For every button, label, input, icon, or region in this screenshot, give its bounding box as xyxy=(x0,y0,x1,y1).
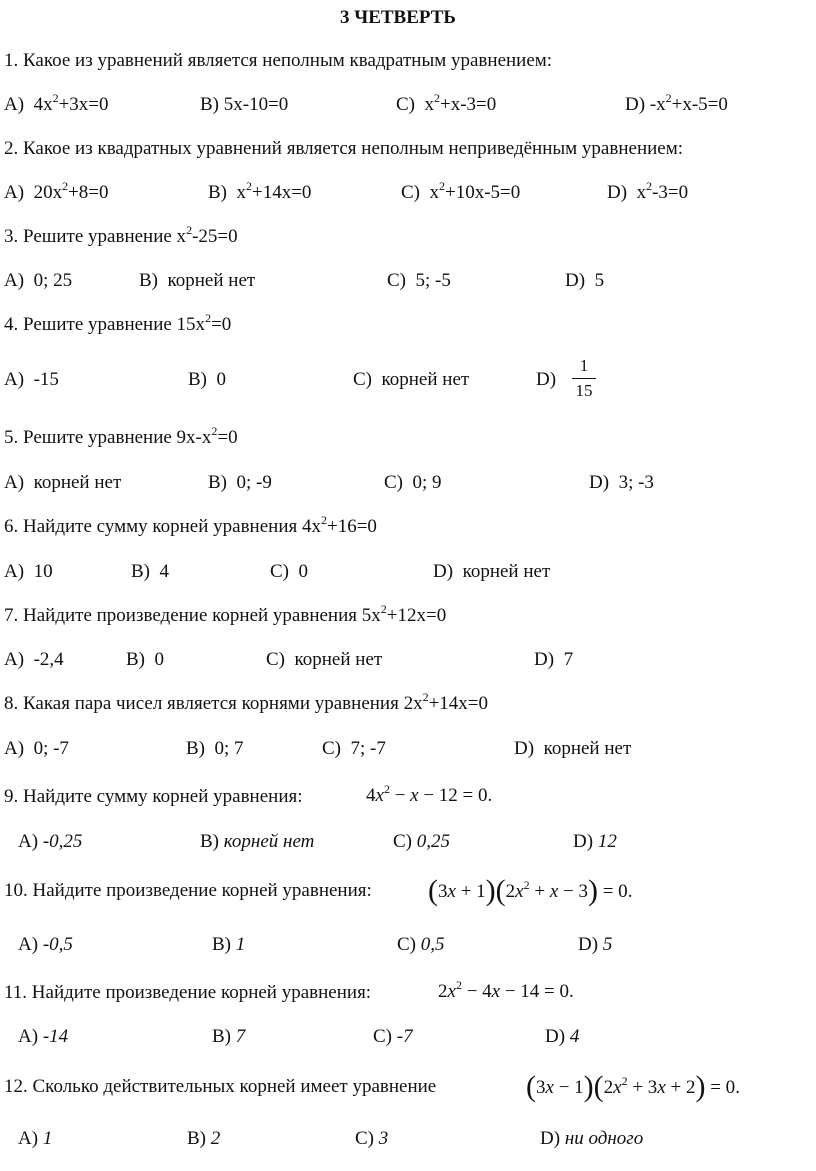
q1-option-a: A) $4x^2+3x=0$ xyxy=(4,91,109,115)
q1-option-c: C) $x^2+x-3=0$ xyxy=(396,91,497,115)
question-7: 7. Найдите произведение корней уравнения $5x^2+12x=0$ xyxy=(4,602,447,626)
question-8: 8. Какая пара чисел является корнями уравнения $2x^2+14x=0$ xyxy=(4,690,489,714)
question-11: 11. Найдите произведение корней уравнения: xyxy=(4,982,372,1003)
q4-option-c: C) корней нет xyxy=(353,369,470,390)
q5-option-c: C) 0; 9 xyxy=(384,472,442,493)
q1-option-b: B) 5x-10=0 xyxy=(200,94,289,115)
q4-option-b: B) 0 xyxy=(188,369,226,390)
q12-option-d: D) ни одного xyxy=(540,1128,644,1149)
q11-option-d: D) 4 xyxy=(545,1026,580,1047)
q11-option-b: B) 7 xyxy=(212,1026,246,1047)
question-9: 9. Найдите сумму корней уравнения: xyxy=(4,786,303,807)
question-2: 2. Какое из квадратных уравнений является неполным неприведённым уравнением: xyxy=(4,138,684,159)
q6-option-d: D) корней нет xyxy=(433,561,551,582)
q3-option-a: A) 0; 25 xyxy=(4,270,73,291)
q2-option-a: A) $20x^2+8=0$ xyxy=(4,179,109,203)
q12-option-b: B) 2 xyxy=(187,1128,221,1149)
q4-option-d-fraction: 1 15 xyxy=(570,356,598,401)
q9-option-d: D) 12 xyxy=(573,831,617,852)
q6-option-a: A) 10 xyxy=(4,561,53,582)
q11-option-a: A) -14 xyxy=(18,1026,69,1047)
q12-option-c: C) 3 xyxy=(355,1128,389,1149)
q9-option-a: A) -0,25 xyxy=(18,831,83,852)
q10-option-c: C) 0,5 xyxy=(397,934,445,955)
q10-option-b: B) 1 xyxy=(212,934,246,955)
q8-option-a: A) 0; -7 xyxy=(4,738,69,759)
q3-option-c: C) 5; -5 xyxy=(387,270,451,291)
page-title: 3 ЧЕТВЕРТЬ xyxy=(340,7,456,28)
q1-option-d: D) $-x^2+x-5=0$ xyxy=(625,91,728,115)
question-12: 12. Сколько действительных корней имеет уравнение xyxy=(4,1076,437,1097)
q10-option-a: A) -0,5 xyxy=(18,934,73,955)
q7-option-d: D) 7 xyxy=(534,649,574,670)
question-1: 1. Какое из уравнений является неполным квадратным уравнением: xyxy=(4,50,553,71)
q4-option-d: D) xyxy=(536,369,557,390)
q11-option-c: C) -7 xyxy=(373,1026,413,1047)
q7-option-a: A) -2,4 xyxy=(4,649,64,670)
q2-option-b: B) $x^2+14x=0$ xyxy=(208,179,312,203)
q5-option-d: D) 3; -3 xyxy=(589,472,654,493)
q10-formula: $(3x + 1)(2x^2 + x - 3) = 0$. xyxy=(428,874,633,907)
question-6: 6. Найдите сумму корней уравнения $4x^2+16=0$ xyxy=(4,513,377,537)
q3-option-b: B) корней нет xyxy=(139,270,256,291)
q6-option-b: B) 4 xyxy=(131,561,169,582)
q10-option-d: D) 5 xyxy=(578,934,613,955)
q11-formula: $2x^2 - 4x - 14 = 0$. xyxy=(438,978,574,1002)
q12-formula: $(3x - 1)(2x^2 + 3x + 2) = 0$. xyxy=(526,1070,740,1103)
q9-option-c: C) 0,25 xyxy=(393,831,450,852)
question-3: 3. Решите уравнение $x^2-25=0$ xyxy=(4,223,238,247)
question-5: 5. Решите уравнение $9x-x^2=0$ xyxy=(4,424,238,448)
q12-option-a: A) 1 xyxy=(18,1128,53,1149)
q5-option-b: B) 0; -9 xyxy=(208,472,272,493)
q9-option-b: B) корней нет xyxy=(200,831,315,852)
q3-option-d: D) 5 xyxy=(565,270,605,291)
q8-option-d: D) корней нет xyxy=(514,738,632,759)
q4-option-a: A) -15 xyxy=(4,369,59,390)
q2-option-c: C) $x^2+10x-5=0$ xyxy=(401,179,521,203)
q9-formula: $4x^2 - x - 12 = 0$. xyxy=(366,782,493,806)
q7-option-b: B) 0 xyxy=(126,649,164,670)
q7-option-c: C) корней нет xyxy=(266,649,383,670)
question-4: 4. Решите уравнение $15x^2=0$ xyxy=(4,311,232,335)
q6-option-c: C) 0 xyxy=(270,561,308,582)
q8-option-b: B) 0; 7 xyxy=(186,738,244,759)
q5-option-a: A) корней нет xyxy=(4,472,122,493)
q8-option-c: C) 7; -7 xyxy=(322,738,386,759)
question-10: 10. Найдите произведение корней уравнения: xyxy=(4,880,372,901)
q2-option-d: D) $x^2-3=0$ xyxy=(607,179,689,203)
